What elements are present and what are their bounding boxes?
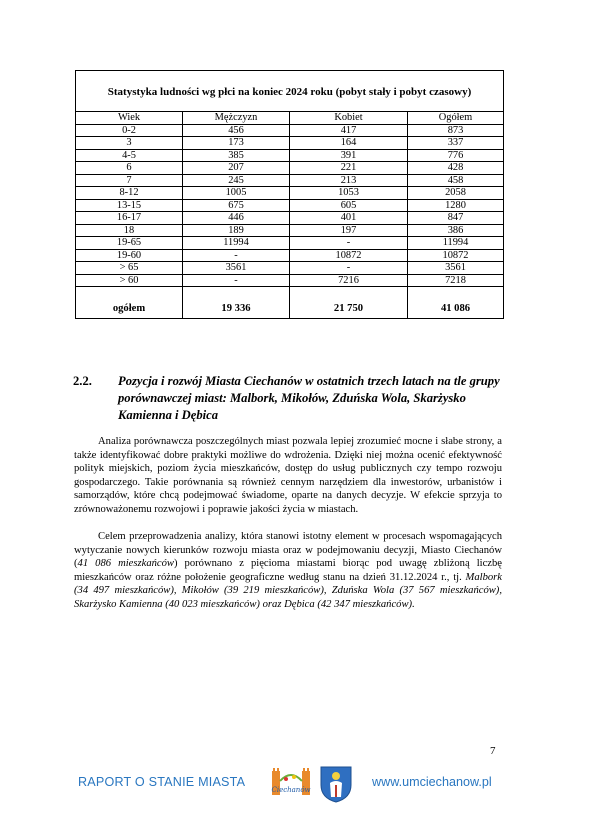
table-cell: 1053 xyxy=(290,187,408,200)
city-logo-icon xyxy=(268,765,314,801)
table-row xyxy=(76,124,504,137)
table-row xyxy=(76,199,504,212)
table-cell: 456 xyxy=(183,124,290,137)
table-title: Statystyka ludności wg płci na koniec 2024 roku (pobyt stały i pobyt czasowy) xyxy=(76,71,504,112)
table-cell: 19-65 xyxy=(76,237,183,250)
column-header: Mężczyzn xyxy=(183,112,290,125)
table-cell: 337 xyxy=(408,137,504,150)
table-cell: 605 xyxy=(290,199,408,212)
table-row xyxy=(76,187,504,200)
population-statistics-table xyxy=(75,70,504,319)
table-total-row xyxy=(76,287,504,319)
table-cell: 385 xyxy=(183,149,290,162)
total-cell: 41 086 xyxy=(408,287,504,319)
table-cell: 428 xyxy=(408,162,504,175)
column-header: Ogółem xyxy=(408,112,504,125)
table-cell: 221 xyxy=(290,162,408,175)
table-cell: 3 xyxy=(76,137,183,150)
table-cell: 776 xyxy=(408,149,504,162)
table-cell: 18 xyxy=(76,224,183,237)
page-number: 7 xyxy=(490,745,496,757)
paragraph-1-text: Analiza porównawcza poszczególnych miast pozwala lepiej zrozumieć mocne i słabe strony, a także identyfikować dobre praktyki możliwe do wdrożenia. Dzięki niej można ocenić efektywność polityk miejskich, poziom życia mieszkańców, dostęp do usług publicznych czy tempo rozwoju gospodarczego. Takie porównania są również cennym narzędziem dla inwestorów, urbanistów i samorządów, które chcą podejmować świadome, oparte na danych decyzje. W efekcie sprzyja to zrównoważonemu rozwojowi i poprawie jakości życia w miastach. xyxy=(74,436,502,515)
table-cell: 1280 xyxy=(408,199,504,212)
footer-website: www.umciechanow.pl xyxy=(372,775,492,789)
table-row xyxy=(76,249,504,262)
table-cell: 0-2 xyxy=(76,124,183,137)
city-crest-icon xyxy=(319,765,353,803)
section-heading xyxy=(73,373,513,424)
paragraph-2-text xyxy=(74,530,502,612)
table-cell: 7218 xyxy=(408,274,504,287)
table-cell: 391 xyxy=(290,149,408,162)
table-row xyxy=(76,174,504,187)
population-table-container xyxy=(75,70,503,319)
section-title: Pozycja i rozwój Miasta Ciechanów w ostatnich trzech latach na tle grupy porównawczej miast: Malbork, Mikołów, Zduńska Wola, Skarżysko Kamienna i Dębica xyxy=(118,374,500,422)
table-row xyxy=(76,162,504,175)
table-cell: 245 xyxy=(183,174,290,187)
table-cell: 189 xyxy=(183,224,290,237)
table-cell: 1005 xyxy=(183,187,290,200)
column-header: Wiek xyxy=(76,112,183,125)
table-cell: - xyxy=(290,237,408,250)
table-row xyxy=(76,149,504,162)
table-cell: - xyxy=(183,249,290,262)
table-cell: 10872 xyxy=(290,249,408,262)
table-cell: 3561 xyxy=(408,262,504,275)
table-cell: > 65 xyxy=(76,262,183,275)
table-cell: 213 xyxy=(290,174,408,187)
table-cell: - xyxy=(183,274,290,287)
table-header-row xyxy=(76,112,504,125)
table-title-row xyxy=(76,71,504,112)
paragraph-2-city-list: Malbork (34 497 mieszkańców), Mikołów (39 219 mieszkańców), Zduńska Wola (37 567 mieszkańców), Skarżysko Kamienna (40 023 mieszkańców) oraz Dębica (42 347 mieszkańców). xyxy=(74,571,502,610)
table-cell: 7216 xyxy=(290,274,408,287)
table-cell: 13-15 xyxy=(76,199,183,212)
table-cell: 8-12 xyxy=(76,187,183,200)
total-cell: 19 336 xyxy=(183,287,290,319)
table-cell: 16-17 xyxy=(76,212,183,225)
table-row xyxy=(76,262,504,275)
table-row xyxy=(76,224,504,237)
table-cell: - xyxy=(290,262,408,275)
total-cell: 21 750 xyxy=(290,287,408,319)
paragraph-2 xyxy=(74,530,502,612)
table-cell: 417 xyxy=(290,124,408,137)
table-cell: 10872 xyxy=(408,249,504,262)
table-cell: 675 xyxy=(183,199,290,212)
table-cell: 401 xyxy=(290,212,408,225)
table-cell: 3561 xyxy=(183,262,290,275)
table-cell: 19-60 xyxy=(76,249,183,262)
column-header: Kobiet xyxy=(290,112,408,125)
table-cell: 2058 xyxy=(408,187,504,200)
table-cell: 164 xyxy=(290,137,408,150)
paragraph-2-population: 41 086 mieszkańców xyxy=(77,558,174,570)
table-cell: 458 xyxy=(408,174,504,187)
total-cell: ogółem xyxy=(76,287,183,319)
table-cell: 11994 xyxy=(183,237,290,250)
table-cell: 207 xyxy=(183,162,290,175)
table-cell: 386 xyxy=(408,224,504,237)
table-cell: 197 xyxy=(290,224,408,237)
table-row xyxy=(76,137,504,150)
table-cell: > 60 xyxy=(76,274,183,287)
table-cell: 173 xyxy=(183,137,290,150)
section-number: 2.2. xyxy=(73,374,92,388)
table-cell: 847 xyxy=(408,212,504,225)
table-cell: 446 xyxy=(183,212,290,225)
table-cell: 11994 xyxy=(408,237,504,250)
table-row xyxy=(76,274,504,287)
table-cell: 6 xyxy=(76,162,183,175)
table-cell: 4-5 xyxy=(76,149,183,162)
table-cell: 873 xyxy=(408,124,504,137)
svg-text:Ciechanów: Ciechanów xyxy=(271,786,311,794)
footer-report-title: RAPORT O STANIE MIASTA xyxy=(78,775,246,789)
paragraph-1 xyxy=(74,435,502,517)
table-row xyxy=(76,212,504,225)
table-cell: 7 xyxy=(76,174,183,187)
paragraph-2-part-a: Celem przeprowadzenia analizy, która stanowi istotny element w procesach wspomagających wytyczanie nowych kierunków rozwoju miasta oraz w podejmowaniu decyzji, Miasto Ciechanów ( xyxy=(74,531,502,570)
table-row xyxy=(76,237,504,250)
page-footer xyxy=(0,765,594,805)
paragraph-2-part-c: ) porównano z pięcioma miastami biorąc pod uwagę zbliżoną liczbę mieszkańców oraz różne położenie geograficzne według stanu na dzień 31.12.2024 r., tj. xyxy=(74,558,502,583)
